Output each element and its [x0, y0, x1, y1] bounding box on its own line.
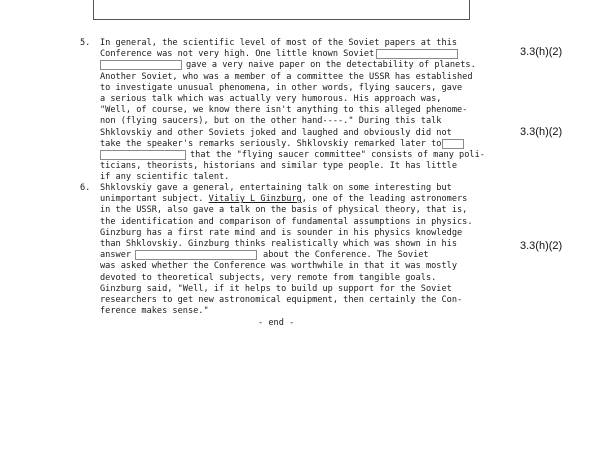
paragraph-5: [80, 38, 510, 183]
text-line: to investigate unusual phenomena, in other words, flying saucers, gave: [100, 82, 463, 93]
text-line: than Shklovskiy. Ginzburg thinks realistically which was shown in his: [100, 238, 457, 249]
text-line: ference makes sense.": [100, 306, 209, 317]
paragraph-number: 6.: [80, 183, 91, 193]
person-name-ginzburg: Vitaliy L Ginzburg: [208, 194, 302, 205]
text-line: "Well, of course, we know there isn't anything to this alleged phenome-: [100, 105, 468, 116]
redaction-box: [100, 60, 182, 70]
classification-marker: 3.3(h)(2): [520, 46, 563, 58]
text-line: that the "flying saucer committee" consists of many poli-: [100, 150, 510, 161]
text-line: devoted to theoretical subjects, very remote from tangible goals.: [100, 272, 437, 283]
text-line: In general, the scientific level of most of the Soviet papers at this: [100, 38, 457, 48]
text-line: Ginzburg has a first rate mind and is sounder in his physics knowledge: [100, 227, 463, 238]
text-line: researchers to get new astronomical equipment, then certainly the Con-: [100, 294, 463, 305]
text-line: answer about the Conference. The Soviet: [100, 250, 429, 261]
text-line: if any scientific talent.: [100, 172, 230, 183]
text-line: the identification and comparison of fundamental assumptions in physics.: [100, 216, 473, 227]
text-line: non (flying saucers), but on the other hand----." During this talk: [100, 116, 442, 127]
text-line: was asked whether the Conference was worthwhile in that it was mostly: [100, 261, 457, 272]
paragraph-number: 5.: [80, 38, 91, 48]
text-line: a serious talk which was actually very humorous. His approach was,: [100, 93, 442, 104]
text-line: Shklovskiy gave a general, entertaining talk on some interesting but: [100, 183, 452, 193]
text-line: ticians, theorists, historians and similar type people. It has little: [100, 161, 457, 172]
classification-marker: 3.3(h)(2): [520, 240, 563, 252]
end-marker: - end -: [258, 318, 295, 328]
redaction-box: [442, 139, 464, 149]
text-line: Another Soviet, who was a member of a committee the USSR has established: [100, 71, 473, 82]
text-line: Conference was not very high. One little known Soviet: [100, 49, 510, 60]
text-line: Shklovskiy and other Soviets joked and laughed and obviously did not: [100, 127, 452, 138]
text-line: Ginzburg said, "Well, if it helps to build up support for the Soviet: [100, 283, 452, 294]
text-line: gave a very naive paper on the detectability of planets.: [100, 60, 510, 71]
paragraph-6: [80, 183, 510, 317]
text-line: unimportant subject. Vitaliy L Ginzburg, one of the leading astronomers: [100, 194, 468, 205]
classification-marker: 3.3(h)(2): [520, 126, 563, 138]
redaction-box: [135, 250, 257, 260]
redaction-box: [376, 49, 458, 59]
redaction-box: [100, 150, 186, 160]
redaction-box-top: [93, 0, 470, 20]
text-line: take the speaker's remarks seriously. Shklovskiy remarked later to: [100, 139, 510, 150]
text-line: in the USSR, also gave a talk on the basis of physical theory, that is,: [100, 205, 468, 216]
